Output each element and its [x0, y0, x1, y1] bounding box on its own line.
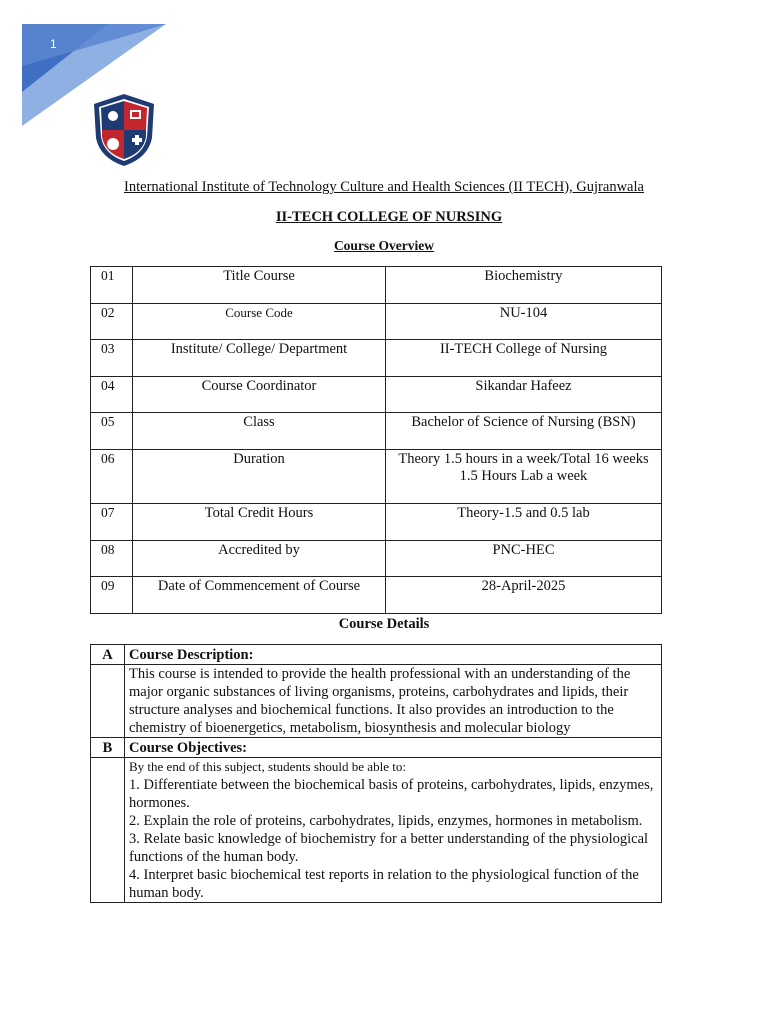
row-number: 05: [91, 413, 133, 450]
institute-name: International Institute of Technology Culture and Health Sciences (II TECH), Gujranwala: [124, 179, 644, 195]
table-row: [91, 504, 662, 541]
row-label: Date of Commencement of Course: [133, 577, 386, 614]
row-label: Accredited by: [133, 541, 386, 577]
section-body-row: [91, 758, 662, 903]
row-number: 02: [91, 304, 133, 340]
section-header-row: [91, 645, 662, 665]
section-header-row: [91, 738, 662, 758]
row-value: [386, 377, 662, 413]
row-label: Class: [133, 413, 386, 450]
page-number: 1: [50, 37, 57, 51]
row-label: Title Course: [133, 267, 386, 304]
table-row: [91, 304, 662, 340]
section-title: Course Description:: [125, 645, 662, 665]
row-number: 09: [91, 577, 133, 614]
row-value: [386, 413, 662, 450]
row-value: [386, 577, 662, 614]
row-number: 04: [91, 377, 133, 413]
value-line: Theory-1.5 and 0.5 lab: [457, 505, 590, 521]
row-label: Course Coordinator: [133, 377, 386, 413]
value-line: Theory 1.5 hours in a week/Total 16 weeks: [398, 451, 649, 467]
row-label: Total Credit Hours: [133, 504, 386, 541]
table-row: [91, 450, 662, 504]
objective-item: 1. Differentiate between the biochemical basis of proteins, carbohydrates, lipids, enzymes, hormones.: [129, 777, 654, 811]
course-details-title: Course Details: [338, 616, 430, 632]
section-letter: A: [91, 645, 125, 665]
college-crest-logo: [90, 92, 158, 168]
table-row: [91, 340, 662, 377]
course-objectives-body: [125, 758, 662, 903]
table-row: [91, 577, 662, 614]
row-number: 03: [91, 340, 133, 377]
row-number: 08: [91, 541, 133, 577]
value-line: 1.5 Hours Lab a week: [459, 468, 588, 484]
value-line: Biochemistry: [484, 268, 563, 284]
value-line: 28-April-2025: [481, 578, 566, 594]
objectives-intro: By the end of this subject, students should be able to:: [129, 759, 406, 774]
value-line: PNC-HEC: [492, 542, 555, 558]
section-body-row: [91, 665, 662, 738]
value-line: Bachelor of Science of Nursing (BSN): [411, 414, 636, 430]
college-name: II-TECH COLLEGE OF NURSING: [275, 209, 503, 225]
table-row: [91, 541, 662, 577]
row-value: [386, 267, 662, 304]
section-title: Course Objectives:: [125, 738, 662, 758]
course-description-text: This course is intended to provide the health professional with an understanding of the major organic substances of living organisms, proteins, carbohydrates and lipids, their structure analyses and biochemical functions. It also provides an introduction to the chemistry of bioenergetics, metabolism, biosynthesis and molecular biology: [125, 665, 662, 738]
empty-cell: [91, 665, 125, 738]
objective-item: 3. Relate basic knowledge of biochemistry for a better understanding of the physiological functions of the human body.: [129, 831, 649, 865]
course-overview-title: Course Overview: [333, 238, 435, 253]
objective-item: 2. Explain the role of proteins, carbohydrates, lipids, enzymes, hormones in metabolism.: [129, 813, 643, 829]
value-line: Sikandar Hafeez: [475, 378, 572, 394]
row-label: Institute/ College/ Department: [133, 340, 386, 377]
empty-cell: [91, 758, 125, 903]
objective-item: 4. Interpret basic biochemical test reports in relation to the physiological function of the human body.: [129, 867, 639, 901]
value-line: II-TECH College of Nursing: [439, 341, 608, 357]
row-value: [386, 304, 662, 340]
table-row: [91, 267, 662, 304]
row-label: Course Code: [133, 304, 386, 340]
section-letter: B: [91, 738, 125, 758]
table-row: [91, 413, 662, 450]
course-details-table: [90, 644, 662, 903]
row-value: [386, 504, 662, 541]
course-overview-table: [90, 266, 662, 614]
value-line: NU-104: [499, 305, 548, 321]
row-number: 06: [91, 450, 133, 504]
row-value: [386, 450, 662, 504]
row-number: 07: [91, 504, 133, 541]
row-value: [386, 541, 662, 577]
table-row: [91, 377, 662, 413]
row-value: [386, 340, 662, 377]
row-number: 01: [91, 267, 133, 304]
row-label: Duration: [133, 450, 386, 504]
